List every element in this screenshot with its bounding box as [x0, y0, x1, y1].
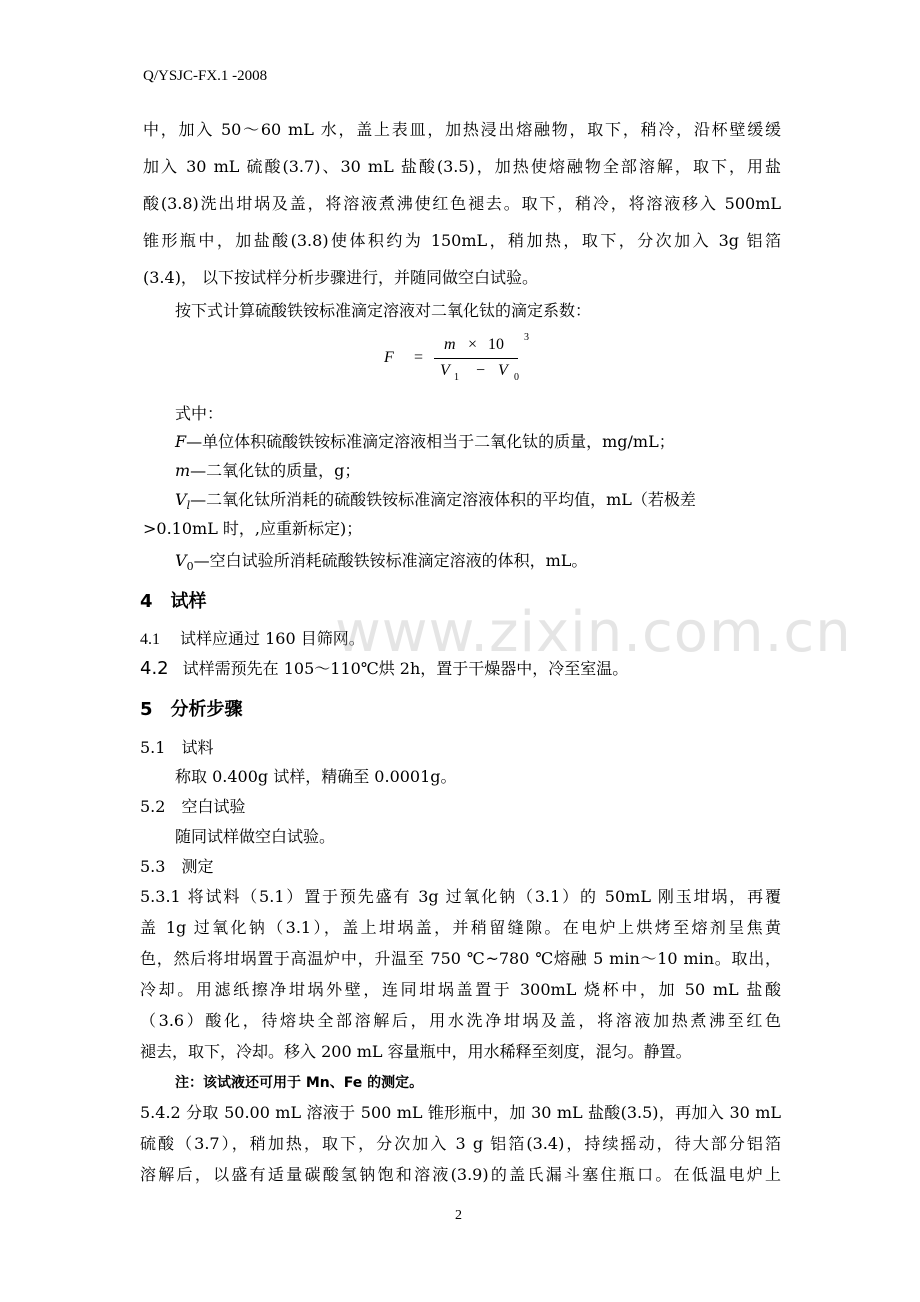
definition-v1-text: —二氧化钛所消耗的硫酸铁铵标准滴定溶液体积的平均值，mL（若极差 — [190, 490, 696, 509]
paragraph-line: 加入 30 mL 硫酸(3.7)、30 mL 盐酸(3.5)，加热使熔融物全部溶解，取下，用盐 — [143, 157, 781, 176]
variable-m: m — [175, 461, 191, 480]
formula-lhs: F — [384, 349, 394, 366]
definition-m — [175, 461, 360, 481]
paragraph-line: 盖 1g 过氧化钠（3.1），盖上坩埚盖，并稍留缝隙。在电炉上烘烤至熔剂呈焦黄 — [140, 918, 781, 937]
formula-v0: V — [498, 362, 508, 379]
variable-v0: V — [175, 551, 187, 570]
item-4-2-number: 4.2 — [140, 658, 169, 679]
paragraph-line: 褪去，取下，冷却。移入 200 mL 容量瓶中，用水稀释至刻度，混匀。静置。 — [140, 1042, 692, 1061]
definition-v1 — [175, 490, 696, 516]
where-label: 式中： — [175, 404, 224, 423]
variable-v1: V — [175, 490, 187, 509]
watermark: www.zixin.com.cn — [335, 600, 852, 665]
document-code: Q/YSJC-FX.1 -2008 — [143, 68, 268, 84]
subsection-5-2-title: 5.2 空白试验 — [140, 797, 246, 816]
definition-v0-text: —空白试验所消耗硫酸铁铵标准滴定溶液的体积，mL。 — [193, 551, 588, 570]
calculation-intro: 按下式计算硫酸铁铵标准滴定溶液对二氧化钛的滴定系数： — [175, 301, 592, 320]
formula-times: × — [468, 336, 478, 353]
variable-v1-subscript: l — [186, 499, 191, 513]
note: 注：该试液还可用于 Mn、Fe 的测定。 — [175, 1075, 424, 1091]
page-number: 2 — [455, 1208, 462, 1223]
variable-f: F — [175, 432, 187, 451]
paragraph-line: 色，然后将坩埚置于高温炉中，升温至 750 ℃~780 ℃熔融 5 min～10 min。取出， — [140, 949, 781, 968]
item-4-2-text: 试样需预先在 105～110℃烘 2h，置于干燥器中，冷至室温。 — [182, 659, 629, 678]
item-4-1-number: 4.1 — [140, 631, 160, 648]
paragraph-line: 酸(3.8)洗出坩埚及盖，将溶液煮沸使红色褪去。取下，稍冷，将溶液移入 500mL — [143, 194, 781, 213]
definition-v0 — [175, 551, 587, 577]
section-5-heading: 5 分析步骤 — [140, 699, 243, 720]
variable-v0-subscript: 0 — [186, 560, 194, 574]
subsection-5-2-text: 随同试样做空白试验。 — [175, 827, 336, 846]
paragraph-line: （3.6）酸化，待熔块全部溶解后，用水洗净坩埚及盖，将溶液加热煮沸至红色 — [140, 1011, 781, 1030]
subsection-5-1-text: 称取 0.400g 试样，精确至 0.0001g。 — [175, 767, 457, 786]
paragraph-line: 冷却。用滤纸擦净坩埚外壁，连同坩埚盖置于 300mL 烧杯中，加 50 mL 盐酸 — [140, 980, 781, 999]
formula-v1: V — [440, 362, 450, 379]
formula-base: 10 — [488, 336, 504, 353]
formula-exponent: 3 — [524, 332, 529, 343]
paragraph-line: 5.4.2 分取 50.00 mL 溶液于 500 mL 锥形瓶中，加 30 mL 盐酸(3.5)，再加入 30 mL — [140, 1103, 781, 1122]
formula-equals: = — [414, 349, 424, 366]
formula-v0-subscript: 0 — [514, 372, 519, 383]
subsection-5-1-title: 5.1 试料 — [140, 738, 214, 757]
paragraph-line: 溶解后，以盛有适量碳酸氢钠饱和溶液(3.9)的盖氏漏斗塞住瓶口。在低温电炉上 — [140, 1165, 781, 1184]
titration-formula — [380, 334, 550, 384]
fraction-bar — [434, 358, 518, 359]
paragraph-line: 锥形瓶中，加盐酸(3.8)使体积约为 150mL，稍加热，取下，分次加入 3g 铝箔 — [143, 231, 781, 250]
paragraph-line: 中，加入 50～60 mL 水，盖上表皿，加热浸出熔融物，取下，稍冷，沿杯壁缓缓 — [143, 120, 781, 139]
definition-v1-continued: >0.10mL 时，,应重新标定)； — [143, 519, 363, 538]
subsection-5-3-title: 5.3 测定 — [140, 857, 214, 876]
definition-f — [175, 432, 675, 452]
formula-minus: − — [476, 362, 486, 379]
formula-numerator-var: m — [444, 336, 456, 353]
definition-f-text: —单位体积硫酸铁铵标准滴定溶液相当于二氧化钛的质量，mg/mL； — [186, 432, 675, 451]
paragraph-line: (3.4)， 以下按试样分析步骤进行，并随同做空白试验。 — [143, 268, 539, 287]
section-4-heading: 4 试样 — [140, 591, 207, 612]
item-4-1-text: 试样应通过 160 目筛网。 — [180, 629, 365, 648]
paragraph-line: 硫酸（3.7），稍加热，取下，分次加入 3 g 铝箔(3.4)，持续摇动，待大部分铝箔 — [140, 1134, 781, 1153]
paragraph-line: 5.3.1 将试料（5.1）置于预先盛有 3g 过氧化钠（3.1）的 50mL 刚玉坩埚，再覆 — [140, 887, 781, 906]
formula-v1-subscript: 1 — [454, 372, 459, 383]
item-4-1 — [140, 629, 365, 650]
definition-m-text: —二氧化钛的质量，g； — [190, 461, 361, 480]
